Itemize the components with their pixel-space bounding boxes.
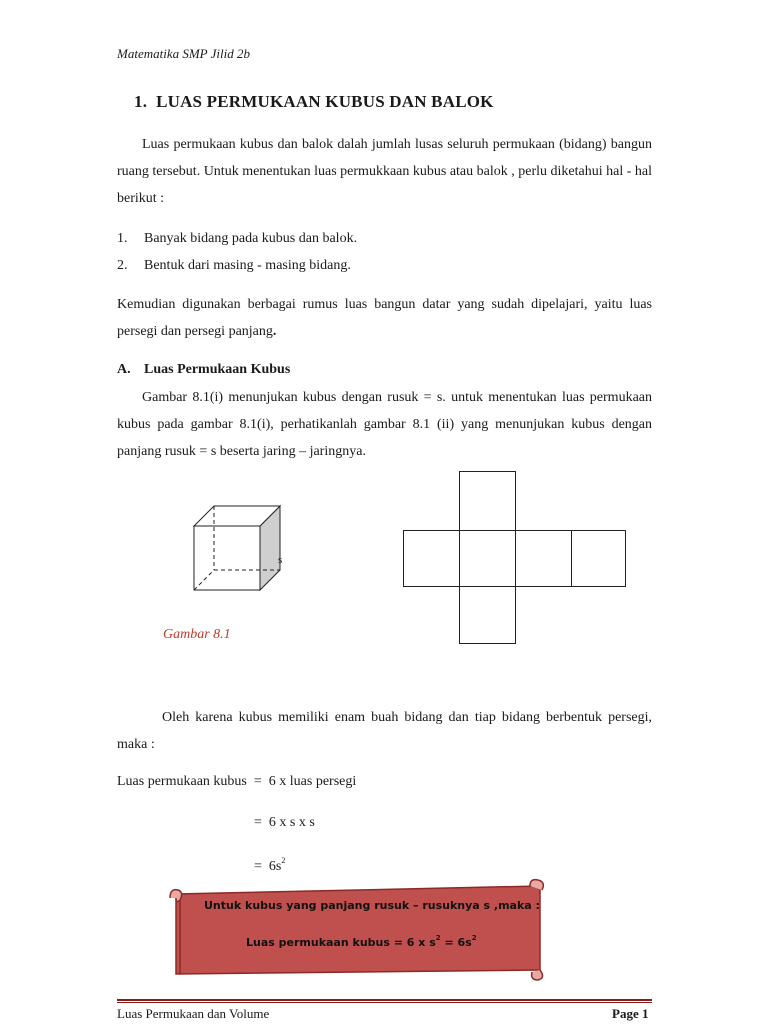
list-item <box>117 252 357 279</box>
list-item-number: 1. <box>117 231 128 246</box>
section-title-text: LUAS PERMUKAAN KUBUS DAN BALOK <box>156 92 494 111</box>
summary-scroll-banner <box>166 878 550 982</box>
followup-text: Kemudian digunakan berbagai rumus luas bangun datar yang sudah dipelajari, yaitu luas persegi dan persegi panjang <box>117 297 652 339</box>
section-title <box>134 92 494 112</box>
net-face-right <box>516 531 572 587</box>
formula-line-3 <box>254 856 285 875</box>
formula-step-2: 6 x s x s <box>268 815 315 830</box>
formula-line-2 <box>254 815 315 831</box>
banner-line-2 <box>246 934 477 949</box>
net-face-top <box>460 472 516 531</box>
banner-formula-mid: = 6s <box>440 936 472 949</box>
formula-equals: = <box>254 815 262 830</box>
net-face-center <box>460 531 516 587</box>
section-number: 1. <box>134 92 148 111</box>
cube-drawing <box>194 506 283 590</box>
banner-exponent-2: 2 <box>471 934 477 942</box>
cube-net-figure <box>402 470 630 648</box>
explanation-paragraph: Oleh karena kubus memiliki enam buah bidang dan tiap bidang berbentuk persegi, maka : <box>117 710 652 752</box>
net-face-left <box>404 531 460 587</box>
list-item-number: 2. <box>117 258 128 273</box>
list-item <box>117 225 357 252</box>
followup-period: . <box>272 324 277 339</box>
followup-paragraph <box>117 291 652 345</box>
formula-step-3-exponent: 2 <box>281 856 286 865</box>
intro-paragraph: Luas permukaan kubus dan balok dalah jumlah lusas seluruh permukaan (bidang) bangun ruang tersebut. Untuk menentukan luas permukkaan kubus atau balok , perlu diketahui hal - hal berikut : <box>117 137 652 206</box>
running-header: Matematika SMP Jilid 2b <box>117 46 250 61</box>
cube-figure <box>188 498 298 598</box>
banner-line-1: Untuk kubus yang panjang rusuk – rusuknya s ,maka : <box>204 899 540 912</box>
formula-equals: = <box>254 859 262 874</box>
formula-line-1 <box>117 774 356 790</box>
net-face-far-right <box>572 531 626 587</box>
cube-edge-label: s <box>278 554 283 566</box>
list-item-text: Bentuk dari masing - masing bidang. <box>144 258 351 273</box>
subsection-label: A. <box>117 362 131 377</box>
footer-rule-thin <box>117 1002 652 1003</box>
formula-step-1: 6 x luas persegi <box>268 774 357 789</box>
footer-rule-thick <box>117 999 652 1001</box>
subsection-heading <box>117 362 290 378</box>
formula-step-3: 6s <box>268 859 282 874</box>
subsection-paragraph: Gambar 8.1(i) menunjukan kubus dengan rusuk = s. untuk menentukan luas permukaan kubus pada gambar 8.1(i), perhatikanlah gambar 8.1 (ii) yang menunjukan kubus dengan panjang rusuk = s beserta jaring – jaringnya. <box>117 390 652 459</box>
footer-title: Luas Permukaan dan Volume <box>117 1006 270 1021</box>
net-face-bottom <box>460 587 516 644</box>
subsection-title: Luas Permukaan Kubus <box>144 362 291 377</box>
formula-equals: = <box>253 774 262 789</box>
intro-list <box>117 225 357 279</box>
figure-caption: Gambar 8.1 <box>163 627 231 642</box>
formula-lhs: Luas permukaan kubus <box>117 774 247 789</box>
banner-exponent-1: 2 <box>435 934 441 942</box>
page-number: Page 1 <box>612 1006 649 1021</box>
list-item-text: Banyak bidang pada kubus dan balok. <box>144 231 358 246</box>
banner-formula-prefix: Luas permukaan kubus = 6 x s <box>246 936 436 949</box>
